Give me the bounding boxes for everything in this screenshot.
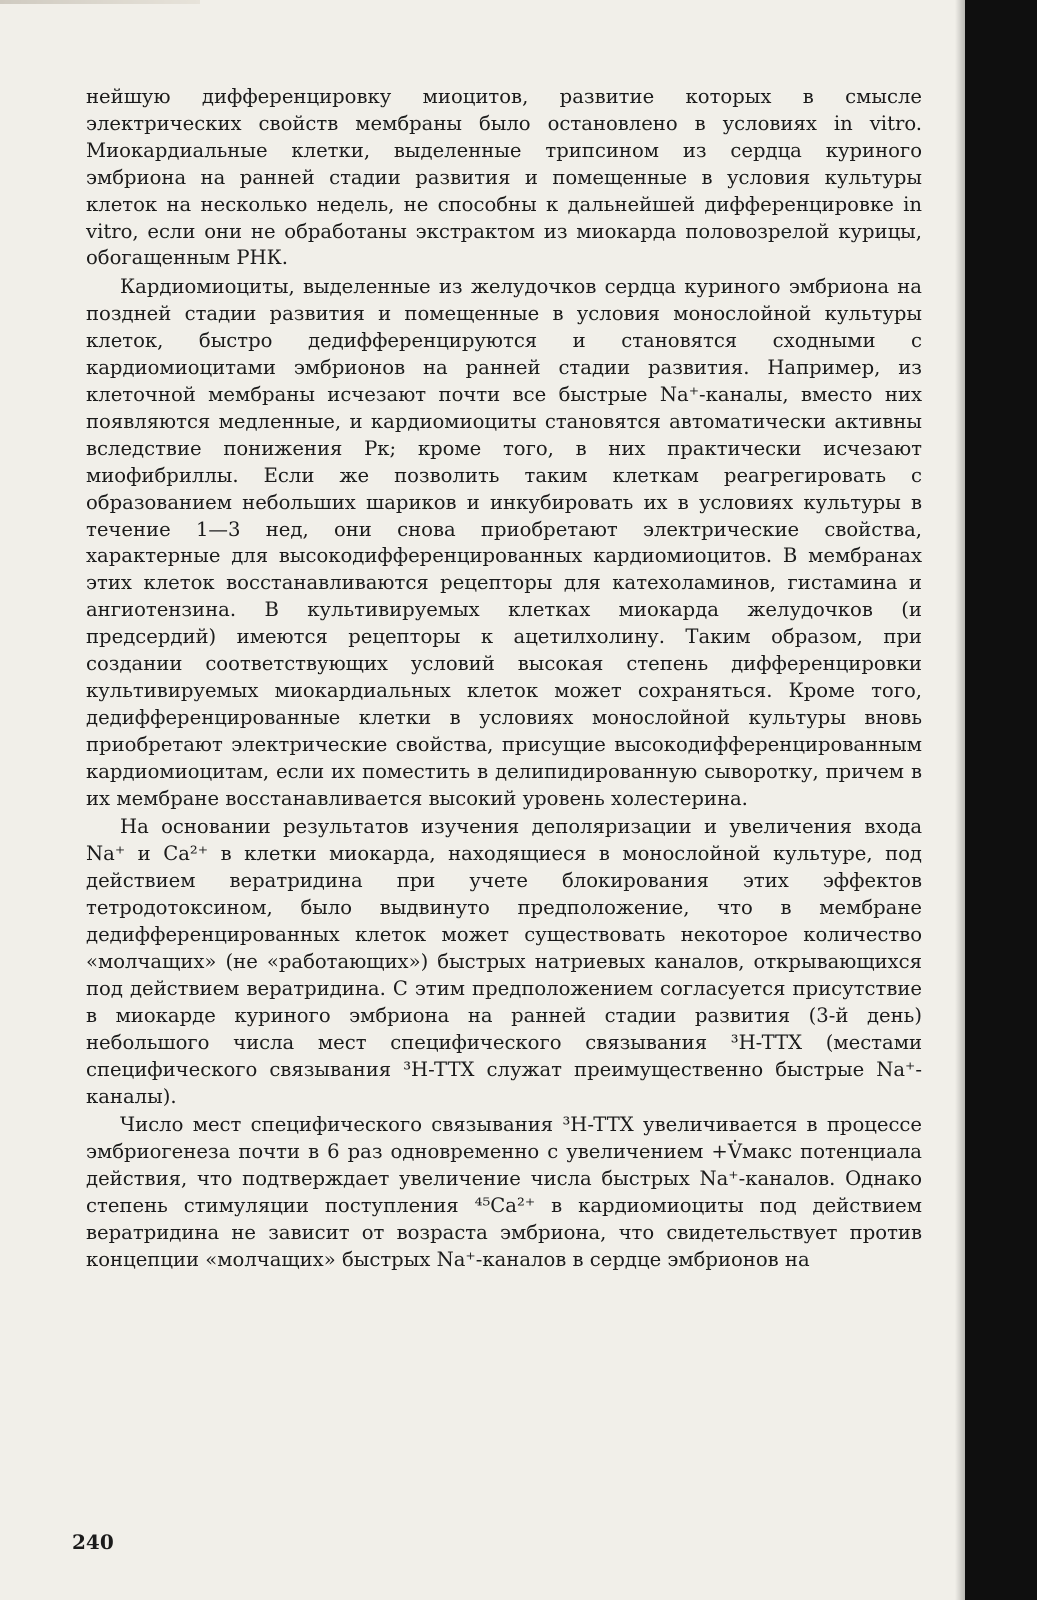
- paragraph: Число мест специфического связывания ³H-TTX увеличивается в процессе эмбриогенеза почти в 6 раз одновременно с увеличением +V̇макс потенциала действия, что подтверждает увеличение числа быстрых Na⁺-каналов. Однако степень стимуляции поступления ⁴⁵Ca²⁺ в кардиомиоциты под действием вератридина не зависит от возраста эмбриона, что свидетельствует против концепции «молчащих» быстрых Na⁺-каналов в сердце эмбрионов на: [86, 1113, 922, 1271]
- page-number: 240: [72, 1530, 114, 1554]
- paragraph-continued: нейшую дифференцировку миоцитов, развитие которых в смысле электрических свойств мембраны было остановлено в условиях in vitro. Миокардиальные клетки, выделенные трипсином из сердца куриного эмбриона на ранней стадии развития и помещенные в условия культуры клеток на несколько недель, не способны к дальнейшей дифференцировке in vitro, если они не обработаны экстрактом из миокарда половозрелой курицы, обогащенным РНК.: [86, 85, 922, 270]
- page-body: [86, 84, 922, 1274]
- paragraph: Кардиомиоциты, выделенные из желудочков сердца куриного эмбриона на поздней стадии развития и помещенные в условия монослойной культуры клеток, быстро дедифференцируются и становятся сходными с кардиомиоцитами эмбрионов на ранней стадии развития. Например, из клеточной мембраны исчезают почти все быстрые Na⁺-каналы, вместо них появляются медленные, и кардиомиоциты становятся автоматически активны вследствие понижения Pк; кроме того, в них практически исчезают миофибриллы. Если же позволить таким клеткам реагрегировать с образованием небольших шариков и инкубировать их в условиях культуры в течение 1—3 нед, они снова приобретают электрические свойства, характерные для высокодифференцированных кардиомиоцитов. В мембранах этих клеток восстанавливаются рецепторы для катехоламинов, гистамина и ангиотензина. В культивируемых клетках миокарда желудочков (и предсердий) имеются рецепторы к ацетилхолину. Таким образом, при создании соответствующих условий высокая степень дифференцировки культивируемых миокардиальных клеток может сохраняться. Кроме того, дедифференцированные клетки в условиях монослойной культуры вновь приобретают электрические свойства, присущие высокодифференцированным кардиомиоцитам, если их поместить в делипидированную сыворотку, причем в их мембране восстанавливается высокий уровень холестерина.: [86, 275, 922, 810]
- scan-dark-edge: [965, 0, 1037, 1600]
- scan-shadow: [955, 0, 965, 1600]
- top-scan-rule: [0, 0, 200, 4]
- paragraph: На основании результатов изучения деполяризации и увеличения входа Na⁺ и Ca²⁺ в клетки миокарда, находящиеся в монослойной культуре, под действием вератридина при учете блокирования этих эффектов тетродотоксином, было выдвинуто предположение, что в мембране дедифференцированных клеток может существовать некоторое количество «молчащих» (не «работающих») быстрых натриевых каналов, открывающихся под действием вератридина. С этим предположением согласуется присутствие в миокарде куриного эмбриона на ранней стадии развития (3-й день) небольшого числа мест специфического связывания ³H-TTX (местами специфического связывания ³H-TTX служат преимущественно быстрые Na⁺-каналы).: [86, 815, 922, 1108]
